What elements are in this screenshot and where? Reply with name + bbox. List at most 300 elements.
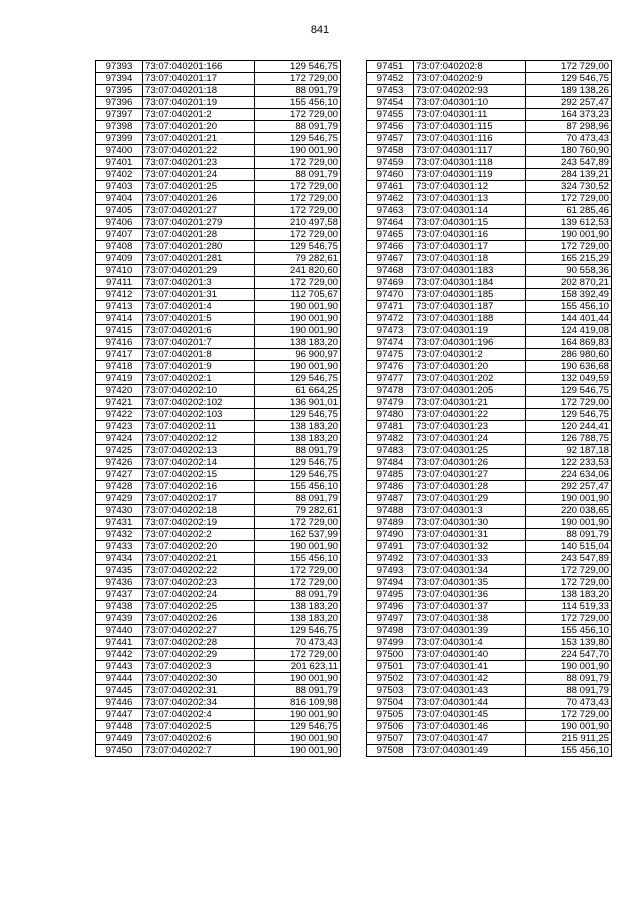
row-number: 97464 xyxy=(367,217,414,229)
cadastral-value: 120 244,41 xyxy=(526,421,612,433)
table-row xyxy=(367,409,612,421)
table-row xyxy=(367,385,612,397)
table-row xyxy=(96,517,341,529)
row-number: 97415 xyxy=(96,325,143,337)
cadastral-number: 73:07:040301:21 xyxy=(414,397,526,409)
cadastral-number: 73:07:040301:27 xyxy=(414,469,526,481)
cadastral-number: 73:07:040301:34 xyxy=(414,565,526,577)
cadastral-value: 190 001,90 xyxy=(255,745,341,757)
table-row xyxy=(367,541,612,553)
table-row xyxy=(96,61,341,73)
cadastral-number: 73:07:040202:11 xyxy=(143,421,255,433)
row-number: 97430 xyxy=(96,505,143,517)
cadastral-value: 129 546,75 xyxy=(255,721,341,733)
table-row xyxy=(367,193,612,205)
row-number: 97493 xyxy=(367,565,414,577)
cadastral-value: 190 636,68 xyxy=(526,361,612,373)
cadastral-value: 87 298,96 xyxy=(526,121,612,133)
table-row xyxy=(367,145,612,157)
cadastral-value: 180 760,90 xyxy=(526,145,612,157)
cadastral-value: 155 456,10 xyxy=(255,481,341,493)
cadastral-value: 155 456,10 xyxy=(526,745,612,757)
row-number: 97394 xyxy=(96,73,143,85)
table-row xyxy=(96,697,341,709)
table-row xyxy=(367,73,612,85)
table-row xyxy=(367,745,612,757)
table-row xyxy=(96,169,341,181)
row-number: 97440 xyxy=(96,625,143,637)
table-row xyxy=(96,277,341,289)
cadastral-number: 73:07:040301:19 xyxy=(414,325,526,337)
cadastral-number: 73:07:040202:19 xyxy=(143,517,255,529)
cadastral-number: 73:07:040301:184 xyxy=(414,277,526,289)
table-row xyxy=(96,637,341,649)
cadastral-number: 73:07:040202:12 xyxy=(143,433,255,445)
table-row xyxy=(367,709,612,721)
cadastral-value: 190 001,90 xyxy=(526,721,612,733)
cadastral-value: 165 215,29 xyxy=(526,253,612,265)
cadastral-value: 220 038,65 xyxy=(526,505,612,517)
cadastral-value: 190 001,90 xyxy=(526,493,612,505)
table-row xyxy=(96,85,341,97)
table-row xyxy=(96,493,341,505)
table-row xyxy=(96,721,341,733)
row-number: 97401 xyxy=(96,157,143,169)
cadastral-number: 73:07:040202:3 xyxy=(143,661,255,673)
row-number: 97443 xyxy=(96,661,143,673)
cadastral-value: 224 547,70 xyxy=(526,649,612,661)
table-row xyxy=(96,661,341,673)
cadastral-value: 172 729,00 xyxy=(255,577,341,589)
table-row xyxy=(96,97,341,109)
register-table-left xyxy=(95,60,341,757)
table-row xyxy=(367,469,612,481)
cadastral-value: 155 456,10 xyxy=(255,553,341,565)
cadastral-number: 73:07:040202:20 xyxy=(143,541,255,553)
cadastral-value: 190 001,90 xyxy=(255,541,341,553)
row-number: 97410 xyxy=(96,265,143,277)
cadastral-number: 73:07:040201:20 xyxy=(143,121,255,133)
cadastral-value: 138 183,20 xyxy=(255,613,341,625)
row-number: 97454 xyxy=(367,97,414,109)
cadastral-value: 129 546,75 xyxy=(255,457,341,469)
cadastral-number: 73:07:040301:23 xyxy=(414,421,526,433)
cadastral-number: 73:07:040301:3 xyxy=(414,505,526,517)
row-number: 97452 xyxy=(367,73,414,85)
table-row xyxy=(96,373,341,385)
cadastral-number: 73:07:040202:7 xyxy=(143,745,255,757)
row-number: 97407 xyxy=(96,229,143,241)
cadastral-number: 73:07:040301:37 xyxy=(414,601,526,613)
cadastral-number: 73:07:040301:35 xyxy=(414,577,526,589)
table-row xyxy=(96,157,341,169)
cadastral-value: 144 401,44 xyxy=(526,313,612,325)
cadastral-number: 73:07:040301:44 xyxy=(414,697,526,709)
cadastral-value: 129 546,75 xyxy=(526,73,612,85)
table-row xyxy=(367,169,612,181)
table-row xyxy=(96,577,341,589)
table-row xyxy=(96,181,341,193)
table-row xyxy=(367,265,612,277)
table-row xyxy=(367,577,612,589)
row-number: 97489 xyxy=(367,517,414,529)
table-row xyxy=(96,385,341,397)
cadastral-number: 73:07:040301:20 xyxy=(414,361,526,373)
row-number: 97438 xyxy=(96,601,143,613)
cadastral-number: 73:07:040202:25 xyxy=(143,601,255,613)
cadastral-value: 79 282,61 xyxy=(255,253,341,265)
row-number: 97398 xyxy=(96,121,143,133)
row-number: 97478 xyxy=(367,385,414,397)
cadastral-value: 129 546,75 xyxy=(255,373,341,385)
row-number: 97503 xyxy=(367,685,414,697)
cadastral-value: 172 729,00 xyxy=(526,613,612,625)
row-number: 97409 xyxy=(96,253,143,265)
cadastral-number: 73:07:040202:26 xyxy=(143,613,255,625)
row-number: 97431 xyxy=(96,517,143,529)
cadastral-number: 73:07:040201:25 xyxy=(143,181,255,193)
row-number: 97425 xyxy=(96,445,143,457)
table-row xyxy=(367,481,612,493)
cadastral-value: 126 788,75 xyxy=(526,433,612,445)
row-number: 97423 xyxy=(96,421,143,433)
cadastral-number: 73:07:040301:46 xyxy=(414,721,526,733)
cadastral-value: 324 730,52 xyxy=(526,181,612,193)
cadastral-value: 164 373,23 xyxy=(526,109,612,121)
cadastral-value: 88 091,79 xyxy=(255,121,341,133)
row-number: 97402 xyxy=(96,169,143,181)
cadastral-number: 73:07:040201:23 xyxy=(143,157,255,169)
table-row xyxy=(367,229,612,241)
cadastral-number: 73:07:040201:279 xyxy=(143,217,255,229)
table-row xyxy=(367,517,612,529)
table-row xyxy=(96,109,341,121)
cadastral-number: 73:07:040202:103 xyxy=(143,409,255,421)
table-row xyxy=(367,325,612,337)
row-number: 97421 xyxy=(96,397,143,409)
cadastral-number: 73:07:040301:14 xyxy=(414,205,526,217)
row-number: 97491 xyxy=(367,541,414,553)
cadastral-value: 172 729,00 xyxy=(526,193,612,205)
cadastral-value: 190 001,90 xyxy=(526,229,612,241)
table-row xyxy=(96,505,341,517)
cadastral-number: 73:07:040301:13 xyxy=(414,193,526,205)
cadastral-value: 61 285,46 xyxy=(526,205,612,217)
cadastral-value: 172 729,00 xyxy=(255,565,341,577)
row-number: 97445 xyxy=(96,685,143,697)
row-number: 97447 xyxy=(96,709,143,721)
row-number: 97412 xyxy=(96,289,143,301)
cadastral-number: 73:07:040201:3 xyxy=(143,277,255,289)
row-number: 97483 xyxy=(367,445,414,457)
cadastral-value: 190 001,90 xyxy=(255,673,341,685)
row-number: 97414 xyxy=(96,313,143,325)
table-row xyxy=(96,337,341,349)
cadastral-number: 73:07:040202:13 xyxy=(143,445,255,457)
table-row xyxy=(367,313,612,325)
row-number: 97501 xyxy=(367,661,414,673)
cadastral-value: 172 729,00 xyxy=(255,277,341,289)
table-row xyxy=(96,121,341,133)
cadastral-value: 172 729,00 xyxy=(255,517,341,529)
table-row xyxy=(367,421,612,433)
row-number: 97485 xyxy=(367,469,414,481)
table-row xyxy=(96,265,341,277)
cadastral-value: 190 001,90 xyxy=(255,145,341,157)
row-number: 97499 xyxy=(367,637,414,649)
cadastral-value: 243 547,89 xyxy=(526,157,612,169)
row-number: 97411 xyxy=(96,277,143,289)
row-number: 97396 xyxy=(96,97,143,109)
cadastral-value: 210 497,58 xyxy=(255,217,341,229)
cadastral-value: 138 183,20 xyxy=(255,337,341,349)
cadastral-number: 73:07:040301:42 xyxy=(414,673,526,685)
cadastral-number: 73:07:040301:185 xyxy=(414,289,526,301)
table-row xyxy=(367,337,612,349)
cadastral-number: 73:07:040301:47 xyxy=(414,733,526,745)
row-number: 97457 xyxy=(367,133,414,145)
row-number: 97444 xyxy=(96,673,143,685)
table-row xyxy=(96,613,341,625)
table-row xyxy=(96,457,341,469)
cadastral-number: 73:07:040301:119 xyxy=(414,169,526,181)
cadastral-number: 73:07:040301:33 xyxy=(414,553,526,565)
row-number: 97405 xyxy=(96,205,143,217)
cadastral-number: 73:07:040301:36 xyxy=(414,589,526,601)
table-row xyxy=(367,697,612,709)
table-row xyxy=(96,361,341,373)
cadastral-number: 73:07:040202:18 xyxy=(143,505,255,517)
cadastral-number: 73:07:040202:5 xyxy=(143,721,255,733)
cadastral-number: 73:07:040202:2 xyxy=(143,529,255,541)
cadastral-value: 129 546,75 xyxy=(255,133,341,145)
row-number: 97490 xyxy=(367,529,414,541)
row-number: 97495 xyxy=(367,589,414,601)
table-row xyxy=(367,589,612,601)
cadastral-value: 190 001,90 xyxy=(526,517,612,529)
row-number: 97427 xyxy=(96,469,143,481)
table-row xyxy=(96,529,341,541)
cadastral-number: 73:07:040201:18 xyxy=(143,85,255,97)
table-row xyxy=(96,73,341,85)
cadastral-value: 215 911,25 xyxy=(526,733,612,745)
table-row xyxy=(96,589,341,601)
cadastral-value: 129 546,75 xyxy=(255,61,341,73)
cadastral-value: 172 729,00 xyxy=(255,193,341,205)
row-number: 97393 xyxy=(96,61,143,73)
row-number: 97442 xyxy=(96,649,143,661)
row-number: 97494 xyxy=(367,577,414,589)
cadastral-value: 138 183,20 xyxy=(255,601,341,613)
row-number: 97459 xyxy=(367,157,414,169)
row-number: 97506 xyxy=(367,721,414,733)
row-number: 97465 xyxy=(367,229,414,241)
row-number: 97505 xyxy=(367,709,414,721)
cadastral-value: 122 233,53 xyxy=(526,457,612,469)
table-row xyxy=(367,457,612,469)
cadastral-value: 88 091,79 xyxy=(255,589,341,601)
row-number: 97504 xyxy=(367,697,414,709)
row-number: 97399 xyxy=(96,133,143,145)
cadastral-value: 172 729,00 xyxy=(526,241,612,253)
row-number: 97481 xyxy=(367,421,414,433)
cadastral-value: 241 820,60 xyxy=(255,265,341,277)
row-number: 97462 xyxy=(367,193,414,205)
cadastral-value: 292 257,47 xyxy=(526,97,612,109)
cadastral-value: 202 870,21 xyxy=(526,277,612,289)
cadastral-value: 190 001,90 xyxy=(255,709,341,721)
cadastral-value: 88 091,79 xyxy=(526,673,612,685)
cadastral-number: 73:07:040202:93 xyxy=(414,85,526,97)
cadastral-number: 73:07:040202:29 xyxy=(143,649,255,661)
table-row xyxy=(367,277,612,289)
table-row xyxy=(96,649,341,661)
cadastral-value: 138 183,20 xyxy=(526,589,612,601)
cadastral-value: 129 546,75 xyxy=(255,409,341,421)
cadastral-number: 73:07:040201:7 xyxy=(143,337,255,349)
cadastral-value: 114 519,33 xyxy=(526,601,612,613)
row-number: 97397 xyxy=(96,109,143,121)
cadastral-number: 73:07:040301:43 xyxy=(414,685,526,697)
cadastral-value: 190 001,90 xyxy=(255,301,341,313)
cadastral-number: 73:07:040301:49 xyxy=(414,745,526,757)
table-row xyxy=(96,397,341,409)
row-number: 97448 xyxy=(96,721,143,733)
cadastral-value: 88 091,79 xyxy=(255,493,341,505)
row-number: 97434 xyxy=(96,553,143,565)
table-row xyxy=(96,193,341,205)
table-row xyxy=(367,241,612,253)
cadastral-value: 190 001,90 xyxy=(255,313,341,325)
table-row xyxy=(96,625,341,637)
table-row xyxy=(96,217,341,229)
row-number: 97476 xyxy=(367,361,414,373)
cadastral-number: 73:07:040201:27 xyxy=(143,205,255,217)
row-number: 97437 xyxy=(96,589,143,601)
cadastral-value: 140 515,04 xyxy=(526,541,612,553)
row-number: 97500 xyxy=(367,649,414,661)
table-row xyxy=(367,373,612,385)
table-row xyxy=(96,301,341,313)
cadastral-value: 129 546,75 xyxy=(526,409,612,421)
table-row xyxy=(96,745,341,757)
cadastral-value: 816 109,98 xyxy=(255,697,341,709)
cadastral-number: 73:07:040301:183 xyxy=(414,265,526,277)
row-number: 97497 xyxy=(367,613,414,625)
cadastral-number: 73:07:040202:17 xyxy=(143,493,255,505)
cadastral-number: 73:07:040201:31 xyxy=(143,289,255,301)
table-row xyxy=(367,433,612,445)
cadastral-number: 73:07:040301:16 xyxy=(414,229,526,241)
table-row xyxy=(367,565,612,577)
table-row xyxy=(367,217,612,229)
cadastral-number: 73:07:040202:23 xyxy=(143,577,255,589)
cadastral-value: 172 729,00 xyxy=(255,109,341,121)
table-row xyxy=(96,553,341,565)
row-number: 97474 xyxy=(367,337,414,349)
table-row xyxy=(367,673,612,685)
cadastral-number: 73:07:040201:21 xyxy=(143,133,255,145)
row-number: 97453 xyxy=(367,85,414,97)
cadastral-value: 153 139,80 xyxy=(526,637,612,649)
row-number: 97449 xyxy=(96,733,143,745)
cadastral-value: 129 546,75 xyxy=(255,469,341,481)
row-number: 97418 xyxy=(96,361,143,373)
row-number: 97484 xyxy=(367,457,414,469)
cadastral-value: 129 546,75 xyxy=(255,625,341,637)
table-row xyxy=(96,481,341,493)
cadastral-number: 73:07:040301:28 xyxy=(414,481,526,493)
table-row xyxy=(367,553,612,565)
table-row xyxy=(367,301,612,313)
table-row xyxy=(367,349,612,361)
cadastral-value: 189 138,26 xyxy=(526,85,612,97)
row-number: 97417 xyxy=(96,349,143,361)
row-number: 97428 xyxy=(96,481,143,493)
row-number: 97466 xyxy=(367,241,414,253)
cadastral-value: 129 546,75 xyxy=(255,241,341,253)
cadastral-value: 138 183,20 xyxy=(255,433,341,445)
table-row xyxy=(367,505,612,517)
cadastral-value: 243 547,89 xyxy=(526,553,612,565)
cadastral-value: 201 623,11 xyxy=(255,661,341,673)
table-row xyxy=(96,145,341,157)
cadastral-number: 73:07:040202:9 xyxy=(414,73,526,85)
cadastral-number: 73:07:040301:2 xyxy=(414,349,526,361)
table-row xyxy=(96,205,341,217)
cadastral-value: 172 729,00 xyxy=(526,709,612,721)
cadastral-number: 73:07:040301:18 xyxy=(414,253,526,265)
row-number: 97404 xyxy=(96,193,143,205)
row-number: 97496 xyxy=(367,601,414,613)
cadastral-value: 172 729,00 xyxy=(526,577,612,589)
cadastral-value: 70 473,43 xyxy=(526,133,612,145)
cadastral-value: 61 664,25 xyxy=(255,385,341,397)
cadastral-value: 88 091,79 xyxy=(255,685,341,697)
table-row xyxy=(367,85,612,97)
cadastral-value: 164 869,83 xyxy=(526,337,612,349)
cadastral-value: 190 001,90 xyxy=(255,361,341,373)
cadastral-number: 73:07:040202:31 xyxy=(143,685,255,697)
row-number: 97420 xyxy=(96,385,143,397)
cadastral-number: 73:07:040301:32 xyxy=(414,541,526,553)
table-row xyxy=(96,445,341,457)
cadastral-number: 73:07:040301:29 xyxy=(414,493,526,505)
cadastral-number: 73:07:040301:187 xyxy=(414,301,526,313)
row-number: 97507 xyxy=(367,733,414,745)
cadastral-value: 96 900,97 xyxy=(255,349,341,361)
table-row xyxy=(367,397,612,409)
table-row xyxy=(367,445,612,457)
table-row xyxy=(367,613,612,625)
row-number: 97455 xyxy=(367,109,414,121)
row-number: 97400 xyxy=(96,145,143,157)
cadastral-value: 190 001,90 xyxy=(255,733,341,745)
table-row xyxy=(367,361,612,373)
cadastral-number: 73:07:040301:10 xyxy=(414,97,526,109)
cadastral-number: 73:07:040202:4 xyxy=(143,709,255,721)
cadastral-number: 73:07:040201:9 xyxy=(143,361,255,373)
table-row xyxy=(367,61,612,73)
row-number: 97422 xyxy=(96,409,143,421)
cadastral-number: 73:07:040202:21 xyxy=(143,553,255,565)
cadastral-value: 172 729,00 xyxy=(255,205,341,217)
table-row xyxy=(367,661,612,673)
cadastral-number: 73:07:040202:8 xyxy=(414,61,526,73)
table-row xyxy=(96,133,341,145)
cadastral-number: 73:07:040301:15 xyxy=(414,217,526,229)
cadastral-number: 73:07:040301:26 xyxy=(414,457,526,469)
